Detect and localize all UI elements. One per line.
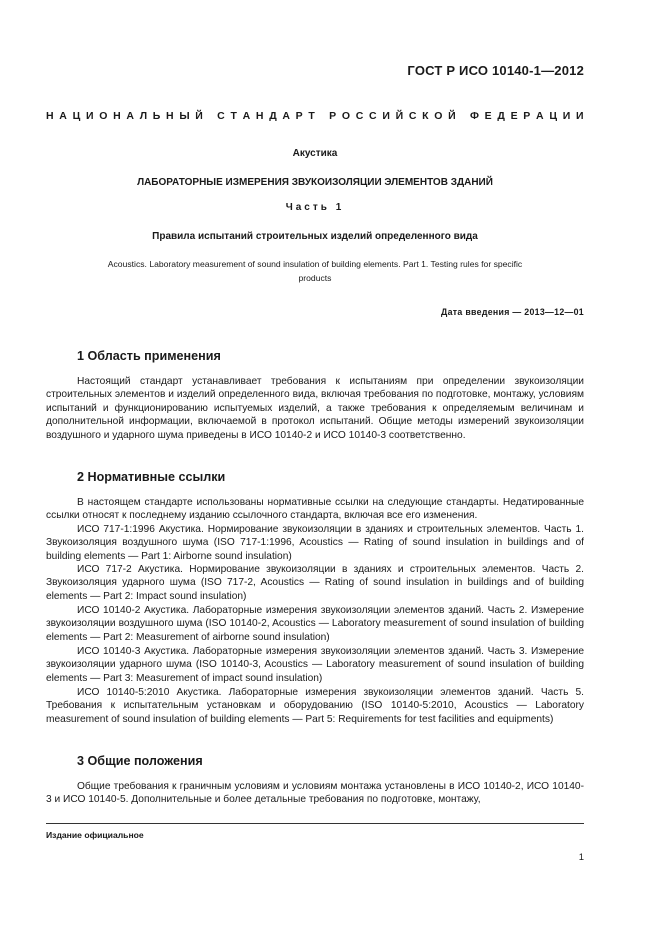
title-letter: Р: [295, 110, 303, 122]
title-space: [321, 110, 324, 122]
title-space: [461, 110, 464, 122]
section-2-paragraph-intro: В настоящем стандарте использованы нормативные ссылки на следующие стандарты. Недатированные ссылки относят к последнему изданию ссылочного стандарта, включая все его изменения.: [46, 497, 584, 522]
section-3-paragraph: Общие требования к граничным условиям и условиям монтажа установлены в ИСО 10140-2, ИСО 10140-3 и ИСО 10140-5. Дополнительные и более детальные требования по подготовке, монтажу,: [46, 781, 584, 806]
title-letter: Е: [510, 110, 518, 122]
document-number: ГОСТ Р ИСО 10140-1—2012: [407, 63, 584, 78]
title-letter: Н: [46, 110, 54, 122]
title-letter: Е: [484, 110, 492, 122]
title-letter: С: [355, 110, 364, 122]
part-label: Часть 1: [285, 202, 345, 213]
reference-iso-717-2: ИСО 717-2 Акустика. Нормирование звукоизоляции в зданиях и строительных элементов. Часть 2. Звукоизоляция ударного шума (ISO 717-2, Acoustics — Rating of sound insulation in buildings and of building elements — Part 2: Impact sound insulation): [46, 564, 584, 602]
section-1-paragraph: Настоящий стандарт устанавливает требования к испытаниям при определении звукоизоляции строительных элементов и изделий определенного вида, включая требования по подготовке, монтажу, условиям испытаний и функционированию испытуемых изделий, а также требования к определяемым величинам и дополнительной информации, включаемой в протокол испытаний. Общие методы измерений звукоизоляции воздушного и ударного шума приведены в ИСО 10140-2 и ИСО 10140-3 соответственно.: [46, 376, 584, 441]
title-letter: О: [341, 110, 351, 122]
title-letter: И: [85, 110, 94, 122]
title-letter: Н: [255, 110, 264, 122]
section-2-heading: 2 Нормативные ссылки: [77, 470, 226, 484]
introduction-date: Дата введения — 2013—12—01: [441, 307, 584, 317]
footer-divider: [46, 823, 584, 824]
title-letter: А: [536, 110, 544, 122]
title-letter: Д: [497, 110, 505, 122]
section-1-heading: 1 Область применения: [77, 349, 221, 363]
subject-heading: Акустика: [292, 148, 338, 159]
title-letter: Н: [166, 110, 174, 122]
title-letter: А: [282, 110, 290, 122]
title-letter: Т: [230, 110, 237, 122]
reference-iso-10140-2: ИСО 10140-2 Акустика. Лабораторные измерения звукоизоляции элементов зданий. Часть 2. Измерение звукоизоляции воздушного шума (ISO 10140-2, Acoustics — Laboratory measurement of sound insulation of building elements — Part 2: Measurement of airborne sound insulation): [46, 605, 584, 643]
title-letter: К: [422, 110, 429, 122]
reference-iso-717-1: ИСО 717-1:1996 Акустика. Нормирование звукоизоляции в зданиях и строительных элементов. Часть 1. Звукоизоляция воздушного шума (ISO 717-1:1996, Acoustics — Rating of sound insulation in buildings and of building elements — Part 1: Airborne sound insulation): [46, 524, 584, 562]
title-letter: Ь: [152, 110, 161, 122]
title-letter: И: [575, 110, 584, 122]
title-letter: А: [242, 110, 251, 122]
title-letter: О: [99, 110, 108, 122]
title-letter: Ц: [72, 110, 81, 122]
part-title: Правила испытаний строительных изделий определенного вида: [152, 231, 478, 242]
title-letter: С: [369, 110, 377, 122]
title-letter: А: [59, 110, 67, 122]
title-letter: Ц: [549, 110, 557, 122]
title-space: [209, 110, 212, 122]
english-title: Acoustics. Laboratory measurement of sound insulation of building elements. Part 1. Testing rules for specific products: [107, 259, 523, 283]
page-number: 1: [578, 852, 584, 863]
main-title: ЛАБОРАТОРНЫЕ ИЗМЕРЕНИЯ ЗВУКОИЗОЛЯЦИИ ЭЛЕМЕНТОВ ЗДАНИЙ: [137, 177, 493, 188]
title-letter: Л: [139, 110, 148, 122]
title-letter: Н: [113, 110, 121, 122]
reference-iso-10140-5: ИСО 10140-5:2010 Акустика. Лабораторные измерения звукоизоляции элементов зданий. Часть 5. Требования к испытательным установкам и оборудованию (ISO 10140-5:2010, Acoustics — Laboratory measurement of sound insulation of building elements — Part 5: Requirements for test facilities and equipments): [46, 687, 584, 725]
title-letter: И: [382, 110, 390, 122]
section-3-heading: 3 Общие положения: [77, 754, 203, 768]
national-standard-title: [46, 110, 584, 122]
title-letter: Й: [448, 110, 456, 122]
title-letter: А: [126, 110, 134, 122]
title-letter: Й: [195, 110, 203, 122]
title-letter: С: [408, 110, 417, 122]
reference-iso-10140-3: ИСО 10140-3 Акустика. Лабораторные измерения звукоизоляции элементов зданий. Часть 3. Измерение звукоизоляции ударного шума (ISO 10140-3, Acoustics — Laboratory measurement of sound insulation of building elements — Part 3: Measurement of impact sound insulation): [46, 646, 584, 684]
title-letter: Р: [523, 110, 531, 122]
title-letter: Ы: [179, 110, 190, 122]
title-letter: Й: [395, 110, 404, 122]
title-letter: О: [434, 110, 443, 122]
title-letter: Т: [308, 110, 315, 122]
title-letter: Д: [269, 110, 277, 122]
title-letter: С: [217, 110, 225, 122]
official-edition-label: Издание официальное: [46, 830, 144, 840]
title-letter: Ф: [470, 110, 479, 122]
title-letter: И: [562, 110, 571, 122]
title-letter: Р: [329, 110, 337, 122]
